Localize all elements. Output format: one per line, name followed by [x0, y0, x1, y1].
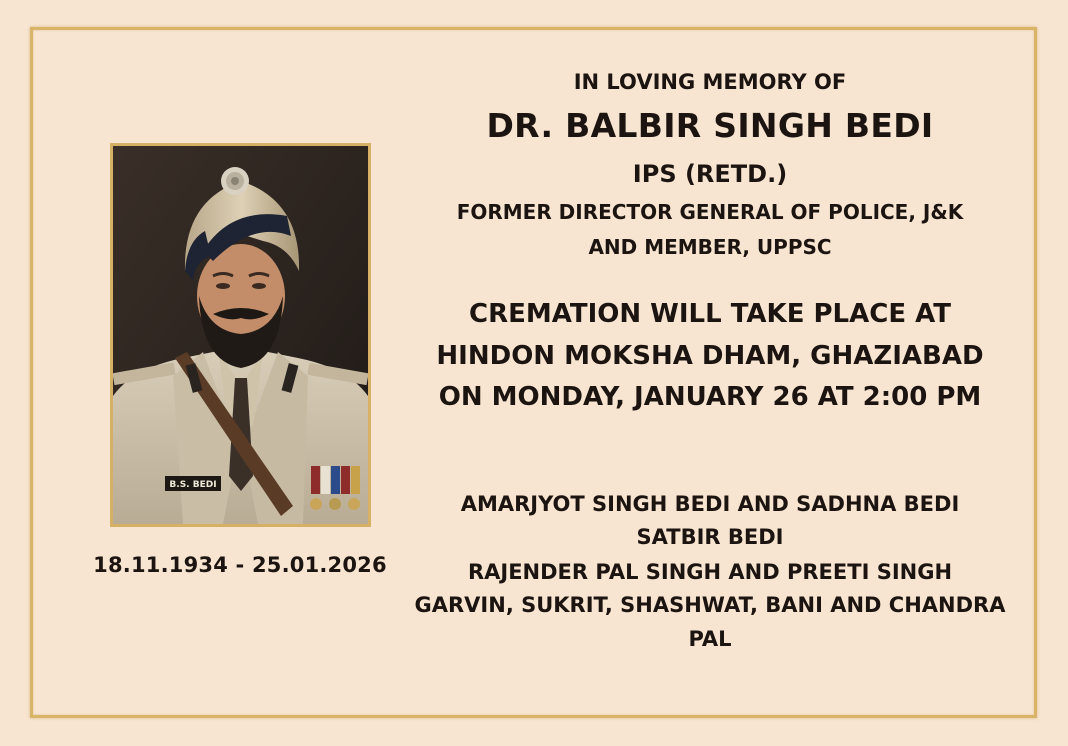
portrait-illustration [113, 146, 368, 524]
memory-heading: IN LOVING MEMORY OF [573, 70, 847, 94]
cremation-line-2: HINDON MOKSHA DHAM, GHAZIABAD [436, 341, 984, 371]
cremation-line-1: CREMATION WILL TAKE PLACE AT [469, 299, 951, 329]
life-dates: 18.11.1934 - 25.01.2026 [93, 553, 387, 577]
rank: IPS (RETD.) [632, 160, 788, 188]
family-line-5: PAL [688, 627, 732, 651]
cremation-line-3: ON MONDAY, JANUARY 26 AT 2:00 PM [438, 382, 982, 412]
family-line-3: RAJENDER PAL SINGH AND PREETI SINGH [467, 560, 953, 584]
family-line-1: AMARJYOT SINGH BEDI AND SADHNA BEDI [460, 492, 960, 516]
name-tag: B.S. BEDI [169, 480, 217, 490]
family-line-2: SATBIR BEDI [636, 525, 784, 549]
position-line-2: AND MEMBER, UPPSC [588, 235, 832, 259]
portrait-photo [110, 143, 371, 527]
family-line-4: GARVIN, SUKRIT, SHASHWAT, BANI AND CHANDRA [414, 593, 1006, 617]
deceased-name: DR. BALBIR SINGH BEDI [486, 106, 934, 145]
position-line-1: FORMER DIRECTOR GENERAL OF POLICE, J&K [456, 200, 964, 224]
